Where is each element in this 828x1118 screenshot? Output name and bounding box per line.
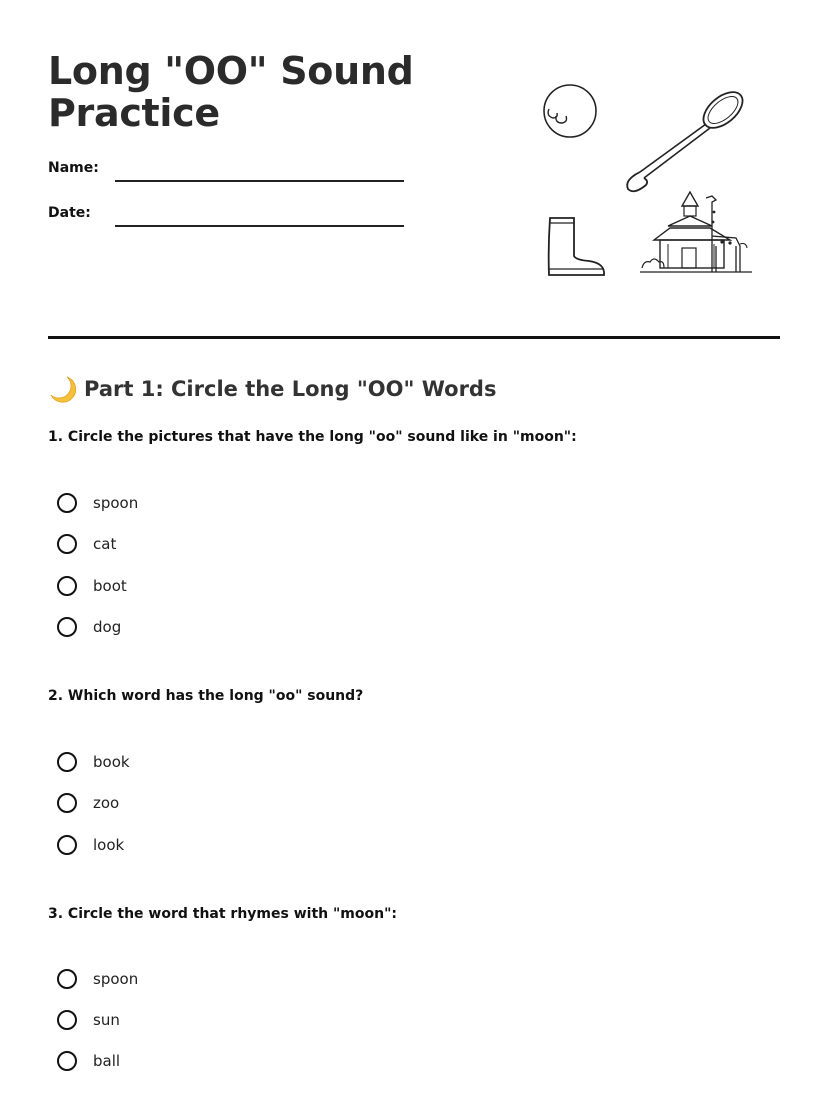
option-label: sun [93,1011,120,1029]
zoo-icon [640,188,752,278]
q3-option-ball[interactable] [57,1048,120,1074]
radio-circle[interactable] [57,1051,77,1071]
option-label: book [93,753,130,771]
title-line-2: Practice [48,91,220,135]
q1-option-spoon[interactable] [57,490,138,516]
q1-option-dog[interactable] [57,614,121,640]
spoon-icon [622,86,750,196]
q3-option-sun[interactable] [57,1007,120,1033]
radio-circle[interactable] [57,793,77,813]
part1-title-text: Part 1: Circle the Long "OO" Words [84,377,497,401]
title-line-1: Long "OO" Sound [48,49,414,93]
option-label: ball [93,1052,121,1070]
part1-title [48,374,496,404]
option-label: zoo [93,794,120,812]
option-label: dog [93,618,122,636]
q2-option-book[interactable] [57,749,130,775]
name-field[interactable] [115,180,404,182]
q2-option-look[interactable] [57,832,124,858]
q1-option-boot[interactable] [57,573,127,599]
question-3: 3. Circle the word that rhymes with "moon": [48,906,397,922]
question-1: 1. Circle the pictures that have the long "oo" sound like in "moon": [48,429,577,445]
radio-circle[interactable] [57,617,77,637]
option-label: cat [93,535,117,553]
boot-icon [543,214,609,278]
option-label: boot [93,577,127,595]
date-field[interactable] [115,225,404,227]
q3-option-spoon[interactable] [57,966,138,992]
radio-circle[interactable] [57,493,77,513]
radio-circle[interactable] [57,534,77,554]
moon-icon [540,82,600,142]
radio-circle[interactable] [57,835,77,855]
radio-circle[interactable] [57,752,77,772]
option-label: look [93,836,125,854]
option-label: spoon [93,494,139,512]
q2-option-zoo[interactable] [57,790,119,816]
name-label: Name: [48,160,99,176]
radio-circle[interactable] [57,1010,77,1030]
worksheet-title [48,50,414,134]
date-label: Date: [48,205,91,221]
radio-circle[interactable] [57,576,77,596]
option-label: spoon [93,970,139,988]
q1-option-cat[interactable] [57,531,116,557]
question-2: 2. Which word has the long "oo" sound? [48,688,364,704]
crescent-moon-icon [48,374,78,404]
header-divider [48,336,780,339]
radio-circle[interactable] [57,969,77,989]
